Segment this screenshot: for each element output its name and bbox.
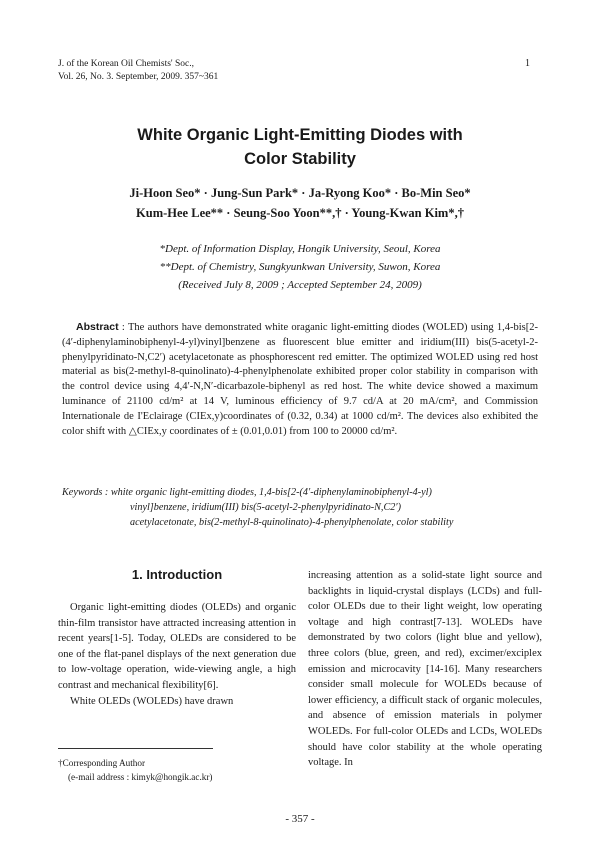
left-column bbox=[58, 600, 296, 709]
footnote-line-2: (e-mail address : kimyk@hongik.ac.kr) bbox=[68, 772, 213, 782]
intro-paragraph-2: White OLEDs (WOLEDs) have drawn bbox=[70, 695, 234, 707]
footnote-divider bbox=[58, 748, 213, 749]
received-dates: (Received July 8, 2009 ; Accepted September 24, 2009) bbox=[178, 279, 422, 291]
page-number: - 357 - bbox=[285, 813, 315, 825]
journal-line-2: Vol. 26, No. 3. September, 2009. 357~361 bbox=[58, 72, 219, 82]
paper-title bbox=[0, 123, 600, 171]
authors-line-2: Kum-Hee Lee** · Seung-Soo Yoon**,† · Young-Kwan Kim*,† bbox=[136, 206, 464, 220]
abstract bbox=[62, 320, 538, 439]
keywords-line-2: vinyl]benzene, iridium(III) bis(5-acetyl-2-phenylpyridinato-N,C2′) bbox=[130, 502, 401, 513]
title-line-1: White Organic Light-Emitting Diodes with bbox=[137, 126, 463, 144]
author-list bbox=[0, 183, 600, 223]
right-column bbox=[308, 568, 542, 771]
authors-line-1: Ji-Hoon Seo* · Jung-Sun Park* · Ja-Ryong Koo* · Bo-Min Seo* bbox=[129, 186, 471, 200]
keywords-label: Keywords : bbox=[62, 487, 109, 498]
abstract-label: Abstract bbox=[76, 321, 119, 333]
journal-header bbox=[58, 58, 218, 84]
section-heading: 1. Introduction bbox=[131, 567, 223, 582]
keywords-line-3: acetylacetonate, bis(2-methyl-8-quinolinato)-4-phenylphenolate, color stability bbox=[130, 517, 454, 528]
footnote bbox=[58, 756, 212, 784]
affiliations bbox=[0, 240, 600, 294]
journal-line-1: J. of the Korean Oil Chemists' Soc., bbox=[58, 59, 195, 69]
keywords-line-1: white organic light-emitting diodes, 1,4-bis[2-(4′-diphenylaminobiphenyl-4-yl) bbox=[110, 487, 432, 498]
title-line-2: Color Stability bbox=[244, 150, 356, 168]
affiliation-1: *Dept. of Information Display, Hongik University, Seoul, Korea bbox=[159, 243, 441, 255]
footnote-line-1: †Corresponding Author bbox=[58, 758, 146, 768]
corner-page-number: 1 bbox=[525, 58, 530, 69]
abstract-text: : The authors have demonstrated white oraganic light-emitting diodes (WOLED) using 1,4-bis[2-(4′-diphenylaminobiphenyl-4-yl)vinyl]benzene as fluorescent blue emitter and iridium(III) bis(5-acetyl-2-phenylpyridinato-N,C2′) acetylacetonate as phosphorescent red emitter. The optimized WOLED using red host material as bis(2-methyl-8-quinolinato)-4-phenylphenolate exhibited proper color stability in comparison with the control device using 4,4′-N,N′-dicarbazole-biphenyl as red host. The white device showed a maximum luminance of 21100 cd/m² at 14 V, luminous efficiency of 9.7 cd/A at 20 mA/cm², and Commission Internationale de I'Eclairage (CIEx,y)coordinates of (0.32, 0.34) at 1000 cd/m². The devices also exhibited the color shift with △CIEx,y coordinates of ± (0.01,0.01) from 100 to 20000 cd/m². bbox=[62, 322, 539, 437]
intro-paragraph-1: Organic light-emitting diodes (OLEDs) and organic thin-film transistor have attracted increasing attention in recent years[1-5]. Today, OLEDs are considered to be one of the flat-panel displays of the next generation due to low-voltage operation, wide-viewing angle, a high contrast and mechanical flexibility[6]. bbox=[58, 602, 296, 691]
keywords bbox=[62, 485, 538, 530]
affiliation-2: **Dept. of Chemistry, Sungkyunkwan University, Suwon, Korea bbox=[159, 261, 441, 273]
intro-paragraph-continued: increasing attention as a solid-state light source and backlights in liquid-crystal displays (LCDs) and full-color OLEDs due to their light weight, low operating voltage and high contrast[7-13]. WOLEDs have demonstrated by two colors (light blue and yellow), three colors (blue, green, and red), excimer/exciplex emission and microcavity [14-16]. Many researchers consider small molecule for WOLEDs because of lower efficiency, a difficult stack of organic molecules, and absence of emission materials in polymer WOLEDs. For full-color OLEDs and LCDs, WOLEDs should have color stability at the whole operating voltage. In bbox=[308, 570, 542, 769]
